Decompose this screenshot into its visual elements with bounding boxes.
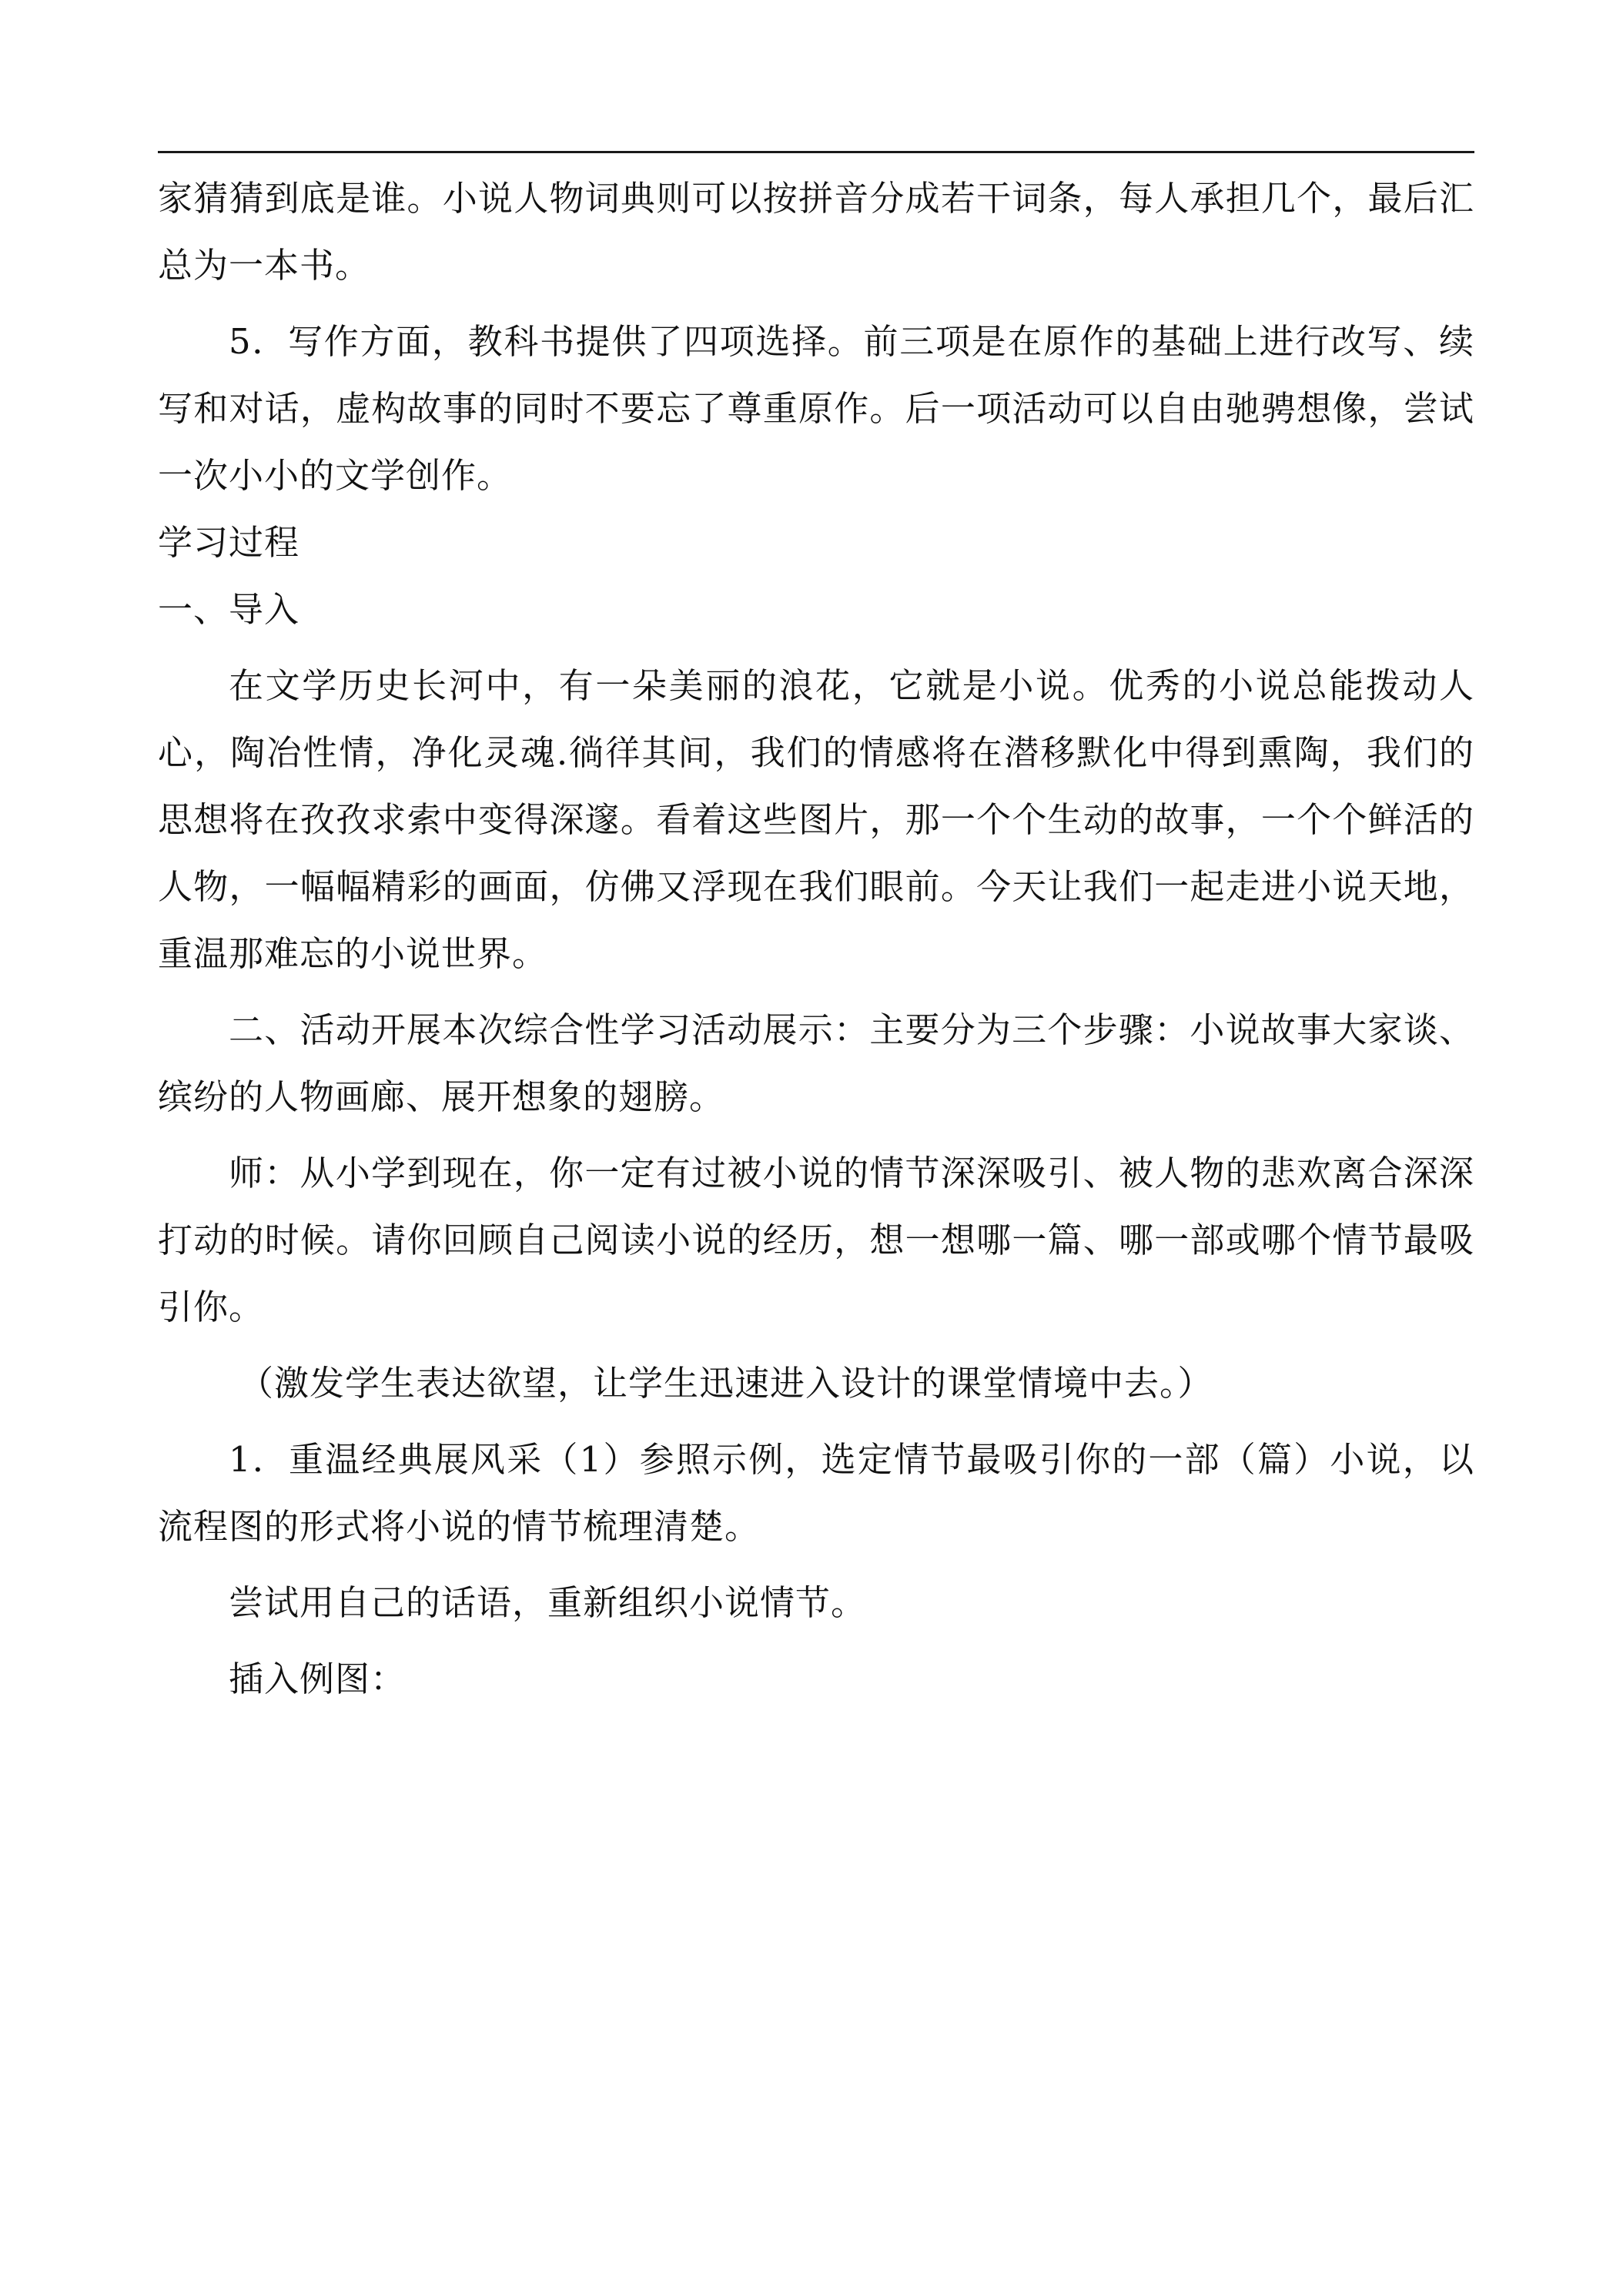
paragraph-continued: 家猜猜到底是谁。小说人物词典则可以按拼音分成若干词条，每人承担几个，最后汇总为一本书。 <box>158 178 1474 286</box>
paragraph-writing: 5．写作方面，教科书提供了四项选择。前三项是在原作的基础上进行改写、续写和对话，虚构故事的同时不要忘了尊重原作。后一项活动可以自由驰骋想像，尝试一次小小的文学创作。 <box>158 321 1474 496</box>
document-body <box>158 165 1474 1712</box>
paragraph-introduction: 在文学历史长河中，有一朵美丽的浪花，它就是小说。优秀的小说总能拨动人心，陶冶性情，净化灵魂.徜徉其间，我们的情感将在潜移默化中得到熏陶，我们的思想将在孜孜求索中变得深邃。看着这些图片，那一个个生动的故事，一个个鲜活的人物，一幅幅精彩的画面，仿佛又浮现在我们眼前。今天让我们一起走进小说天地，重温那难忘的小说世界。 <box>158 665 1474 974</box>
paragraph-activity: 二、活动开展本次综合性学习活动展示：主要分为三个步骤：小说故事大家谈、缤纷的人物画廊、展开想象的翅膀。 <box>158 1009 1474 1117</box>
paragraph-retell: 尝试用自己的话语，重新组织小说情节。 <box>229 1582 867 1623</box>
header-rule <box>158 151 1474 153</box>
heading-learning-process: 学习过程 <box>158 522 300 563</box>
paragraph-teacher: 师：从小学到现在，你一定有过被小说的情节深深吸引、被人物的悲欢离合深深打动的时候。请你回顾自己阅读小说的经历，想一想哪一篇、哪一部或哪个情节最吸引你。 <box>158 1153 1474 1327</box>
heading-introduction: 一、导入 <box>158 589 300 630</box>
paragraph-note: （激发学生表达欲望，让学生迅速进入设计的课堂情境中去。） <box>239 1363 1213 1404</box>
paragraph-step-one: 1．重温经典展风采（1）参照示例，选定情节最吸引你的一部（篇）小说，以流程图的形式将小说的情节梳理清楚。 <box>158 1439 1474 1547</box>
paragraph-insert-figure: 插入例图： <box>229 1658 407 1699</box>
